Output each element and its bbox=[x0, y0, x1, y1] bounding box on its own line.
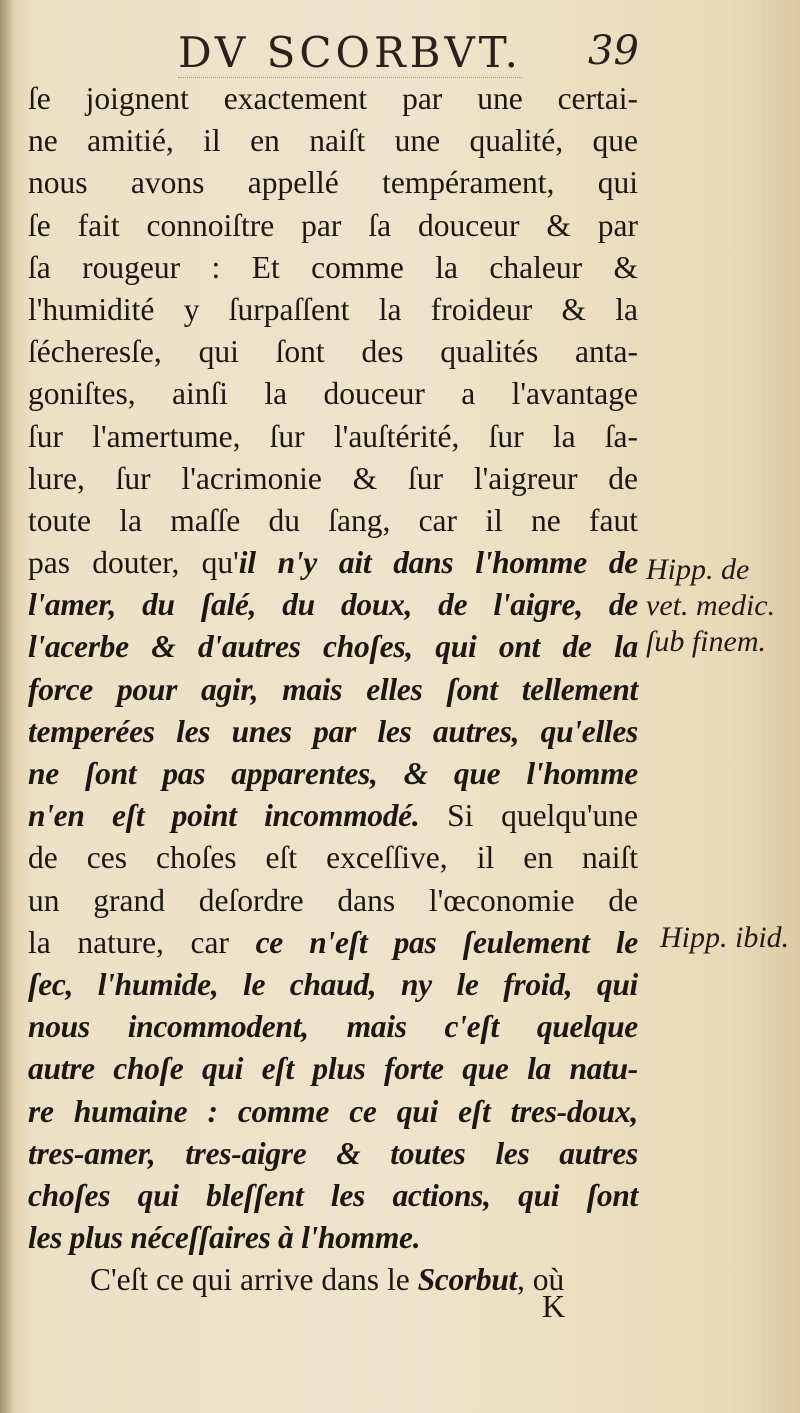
text-line bbox=[28, 922, 638, 964]
italic-text: ce n'eſt pas ſeulement le bbox=[255, 924, 638, 960]
text-line bbox=[28, 542, 638, 584]
signature-mark: K bbox=[542, 1288, 566, 1324]
roman-text: ſécheresſe, qui ſont des qualités anta- bbox=[28, 334, 638, 370]
text-line bbox=[28, 1048, 638, 1090]
page-number: 39 bbox=[588, 28, 639, 74]
text-line bbox=[28, 331, 638, 373]
main-text bbox=[28, 78, 638, 1301]
italic-text: choſes qui bleſſent les actions, qui ſont bbox=[28, 1177, 638, 1213]
roman-text: la nature, car bbox=[28, 924, 256, 960]
roman-text: un grand deſordre dans l'œconomie de bbox=[28, 882, 638, 918]
italic-text: Scorbut bbox=[417, 1262, 517, 1298]
text-line bbox=[28, 584, 638, 626]
text-line bbox=[28, 416, 638, 458]
page-gutter-shadow bbox=[0, 0, 14, 1413]
roman-text: ſe joignent exactement par une certai- bbox=[28, 81, 638, 116]
text-line bbox=[28, 837, 638, 879]
italic-text: ſec, l'humide, le chaud, ny le froid, qui bbox=[28, 966, 638, 1002]
italic-text: temperées les unes par les autres, qu'elles bbox=[28, 713, 638, 749]
roman-text: ſa rougeur : Et comme la chaleur & bbox=[28, 249, 638, 285]
roman-text: ne amitié, il en naiſt une qualité, que bbox=[28, 123, 638, 159]
text-line bbox=[28, 795, 638, 837]
text-line bbox=[28, 626, 638, 668]
text-line bbox=[28, 669, 638, 711]
text-line bbox=[28, 964, 638, 1006]
italic-text: ne ſont pas apparentes, & que l'homme bbox=[28, 756, 638, 791]
text-line bbox=[28, 205, 638, 247]
text-line bbox=[28, 1175, 638, 1217]
roman-text: , où bbox=[517, 1262, 565, 1298]
text-line bbox=[28, 753, 638, 795]
roman-text: lure, ſur l'acrimonie & ſur l'aigreur de bbox=[28, 460, 638, 496]
roman-text: ſur l'amertume, ſur l'auſtérité, ſur la ſa- bbox=[28, 418, 638, 454]
running-head: DV SCORBVT. bbox=[178, 28, 522, 77]
text-line bbox=[28, 373, 638, 415]
italic-text: n'en eſt point incommodé. bbox=[28, 798, 420, 834]
italic-text: l'amer, du ſalé, du doux, de l'aigre, de bbox=[28, 587, 638, 623]
text-line bbox=[28, 247, 638, 289]
text-line bbox=[28, 1091, 638, 1133]
italic-text: tres-amer, tres-aigre & toutes les autres bbox=[28, 1135, 638, 1171]
italic-text: re humaine : comme ce qui eſt tres-doux, bbox=[28, 1093, 638, 1129]
text-line bbox=[28, 1133, 638, 1175]
text-line bbox=[28, 162, 638, 204]
text-line bbox=[28, 500, 638, 542]
roman-text: Si quelqu'une bbox=[419, 798, 638, 834]
text-line bbox=[28, 711, 638, 753]
text-line bbox=[28, 458, 638, 500]
text-line bbox=[28, 289, 638, 331]
roman-text: nous avons appellé tempérament, qui bbox=[28, 165, 638, 201]
roman-text: l'humidité y ſurpaſſent la froideur & la bbox=[28, 291, 638, 327]
text-line bbox=[28, 1217, 638, 1259]
italic-text: les plus néceſſaires à l'homme. bbox=[28, 1220, 421, 1256]
text-line bbox=[28, 120, 638, 162]
margin-note: Hipp. ibid. bbox=[660, 921, 790, 954]
roman-text: ſe fait connoiſtre par ſa douceur & par bbox=[28, 207, 638, 243]
italic-text: autre choſe qui eſt plus forte que la natu- bbox=[28, 1051, 638, 1087]
italic-text: force pour agir, mais elles ſont tellement bbox=[28, 671, 638, 707]
italic-text: il n'y ait dans l'homme de bbox=[238, 545, 638, 581]
italic-text: l'acerbe & d'autres choſes, qui ont de la bbox=[28, 629, 638, 665]
roman-text: pas douter, qu' bbox=[28, 545, 239, 581]
margin-note: Hipp. de vet. medic. ſub finem. bbox=[646, 553, 776, 658]
text-line bbox=[28, 1006, 638, 1048]
roman-text: goniſtes, ainſi la douceur a l'avantage bbox=[28, 376, 638, 412]
italic-text: nous incommodent, mais c'eſt quelque bbox=[28, 1009, 638, 1045]
text-line bbox=[28, 78, 638, 120]
page-header bbox=[0, 20, 800, 80]
text-line bbox=[28, 880, 638, 922]
roman-text: C'eſt ce qui arrive dans le bbox=[90, 1262, 418, 1298]
roman-text: toute la maſſe du ſang, car il ne faut bbox=[28, 502, 638, 538]
roman-text: de ces choſes eſt exceſſive, il en naiſt bbox=[28, 840, 638, 876]
